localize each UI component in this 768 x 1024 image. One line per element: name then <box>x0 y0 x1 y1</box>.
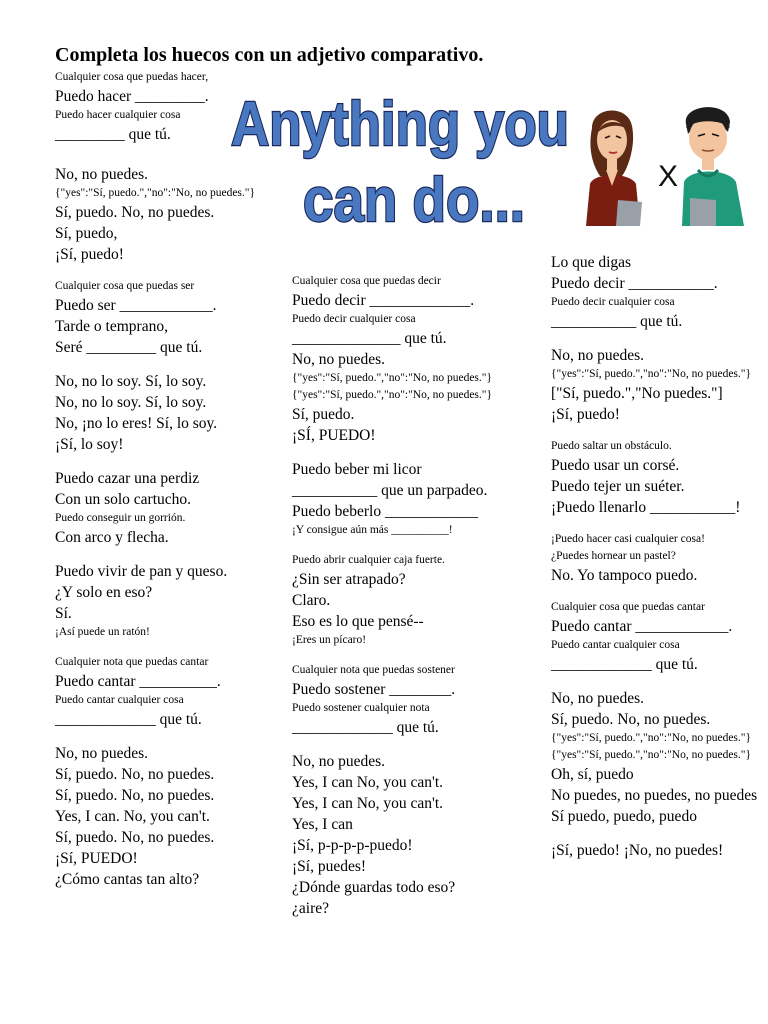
lyric-line: Puedo saltar un obstáculo. <box>551 440 672 452</box>
title-line-1: Anything you <box>231 90 569 159</box>
lyric-line: Cualquier cosa que puedas cantar <box>551 601 705 613</box>
lyric-line: No, no puedes. <box>55 745 148 762</box>
lyric-line: Puedo cantar __________. <box>55 673 221 690</box>
stanza-gap <box>551 586 766 599</box>
lyric-line: Puedo hacer cualquier cosa <box>55 109 181 121</box>
lyric-line: Claro. <box>292 592 331 609</box>
lyric-line: No, no puedes. <box>551 347 644 364</box>
lyric-line: {"yes":"Sí, puedo.","no":"No, no puedes."} <box>551 749 751 761</box>
lyric-line: Con arco y flecha. <box>55 529 169 546</box>
woman-figure-icon <box>586 110 642 226</box>
lyric-line: ¡Puedo hacer casi cualquier cosa! <box>551 533 705 545</box>
lyric-line: Cualquier cosa que puedas hacer, <box>55 71 209 83</box>
lyric-line: No. Yo tampoco puedo. <box>551 567 698 584</box>
lyric-line: ¡Sí, puedo! <box>551 406 620 423</box>
lyric-line: ¿Sin ser atrapado? <box>292 571 406 588</box>
lyric-line: No, no puedes. <box>55 166 148 183</box>
lyric-line: Yes, I can No, you can't. <box>292 774 444 791</box>
stanza-gap <box>292 649 537 662</box>
stanza-gap <box>55 145 280 164</box>
lyric-line: Sí puedo, puedo, puedo <box>551 808 697 825</box>
lyric-line: ¿Cómo cantas tan alto? <box>55 871 200 888</box>
lyric-line: Tarde o temprano, <box>55 318 168 335</box>
lyric-line: {"yes":"Sí, puedo.","no":"No, no puedes."} <box>551 368 751 380</box>
lyric-line: Puedo usar un corsé. <box>551 457 680 474</box>
lyric-line: Puedo tejer un suéter. <box>551 478 685 495</box>
lyric-line: No, no lo soy. Sí, lo soy. <box>55 373 207 390</box>
title-line-2: can do... <box>303 166 525 235</box>
lyric-line: ¡Sí, p-p-p-p-puedo! <box>292 837 413 854</box>
lyric-line: Puedo abrir cualquier caja fuerte. <box>292 554 445 566</box>
lyrics-column-1 <box>55 69 280 890</box>
lyric-line: _____________ que tú. <box>292 719 439 736</box>
lyric-line: Puedo conseguir un gorrión. <box>55 512 186 524</box>
stanza-gap <box>292 446 537 459</box>
lyric-line: ¡Así puede un ratón! <box>55 626 150 638</box>
lyric-line: _________ que tú. <box>55 126 171 143</box>
lyric-line: Sí. <box>55 605 72 622</box>
stanza-gap <box>551 675 766 688</box>
lyric-line: {"yes":"Sí, puedo.","no":"No, no puedes."} <box>551 732 751 744</box>
lyric-line: ¡Sí, puedo! ¡No, no puedes! <box>551 842 724 859</box>
lyric-line: _____________ que tú. <box>55 711 202 728</box>
lyric-line: Yes, I can No, you can't. <box>292 795 444 812</box>
lyric-line: Lo que digas <box>551 254 632 271</box>
lyric-line: Puedo beberlo ____________ <box>292 503 478 520</box>
lyric-line: Sí, puedo, <box>55 225 118 242</box>
lyrics-column-2 <box>292 273 537 919</box>
stanza-gap <box>292 539 537 552</box>
versus-illustration <box>578 98 756 226</box>
lyric-line: ¡SÍ, PUEDO! <box>292 427 376 444</box>
stanza-gap <box>55 730 280 743</box>
lyric-line: ___________ que un parpadeo. <box>292 482 488 499</box>
man-figure-icon <box>682 107 744 226</box>
lyric-line: Yes, I can. No, you can't. <box>55 808 210 825</box>
stanza-gap <box>551 425 766 438</box>
versus-mark: X <box>658 160 679 193</box>
lyric-line: Sí, puedo. No, no puedes. <box>55 204 215 221</box>
lyric-line: No, no puedes. <box>292 753 385 770</box>
lyric-line: ["Sí, puedo.","No puedes."] <box>551 385 723 402</box>
stanza-gap <box>292 738 537 751</box>
lyric-line: Cualquier nota que puedas cantar <box>55 656 209 668</box>
lyric-line: No, no puedes. <box>551 690 644 707</box>
lyric-line: _____________ que tú. <box>551 656 698 673</box>
lyric-line: ¡Eres un pícaro! <box>292 634 367 646</box>
stanza-gap <box>55 455 280 468</box>
lyric-line: ¡Puedo llenarlo ___________! <box>551 499 741 516</box>
lyric-line: Con un solo cartucho. <box>55 491 192 508</box>
lyric-line: Puedo vivir de pan y queso. <box>55 563 228 580</box>
lyric-line: ¿Y solo en eso? <box>55 584 153 601</box>
stanza-gap <box>55 358 280 371</box>
lyric-line: Seré _________ que tú. <box>55 339 203 356</box>
lyric-line: ¿Dónde guardas todo eso? <box>292 879 456 896</box>
lyric-line: Puedo ser ____________. <box>55 297 217 314</box>
lyric-line: Puedo cazar una perdiz <box>55 470 200 487</box>
lyric-line: Oh, sí, puedo <box>551 766 634 783</box>
lyric-line: ¿aire? <box>292 900 329 917</box>
lyrics-column-3 <box>551 252 766 861</box>
worksheet-heading: Completa los huecos con un adjetivo comparativo. <box>55 44 484 66</box>
lyric-line: Sí, puedo. No, no puedes. <box>551 711 711 728</box>
lyric-line: {"yes":"Sí, puedo.","no":"No, no puedes."} <box>292 372 492 384</box>
lyric-line: ¡Sí, PUEDO! <box>55 850 138 867</box>
lyric-line: Puedo cantar cualquier cosa <box>551 639 680 651</box>
lyric-line: Puedo sostener cualquier nota <box>292 702 430 714</box>
lyric-line: Sí, puedo. No, no puedes. <box>55 829 215 846</box>
lyric-line: Yes, I can <box>292 816 353 833</box>
stanza-gap <box>551 332 766 345</box>
lyric-line: Puedo cantar cualquier cosa <box>55 694 184 706</box>
lyric-line: ¿Puedes hornear un pastel? <box>551 550 676 562</box>
lyric-line: No puedes, no puedes, no puedes <box>551 787 758 804</box>
lyric-line: Sí, puedo. No, no puedes. <box>55 766 215 783</box>
lyric-line: Puedo decir cualquier cosa <box>551 296 675 308</box>
lyric-line: No, no puedes. <box>292 351 385 368</box>
lyric-line: ¡Sí, puedes! <box>292 858 367 875</box>
lyric-line: Puedo cantar ____________. <box>551 618 733 635</box>
stanza-gap <box>55 265 280 278</box>
lyric-line: Puedo decir cualquier cosa <box>292 313 416 325</box>
lyric-line: Eso es lo que pensé-- <box>292 613 424 630</box>
lyric-line: Puedo decir ___________. <box>551 275 718 292</box>
lyric-line: ¡Y consigue aún más __________! <box>292 524 453 536</box>
lyric-line: Cualquier nota que puedas sostener <box>292 664 455 676</box>
stanza-gap <box>551 518 766 531</box>
stanza-gap <box>55 641 280 654</box>
lyric-line: {"yes":"Sí, puedo.","no":"No, no puedes."} <box>55 187 255 199</box>
lyric-line: Sí, puedo. No, no puedes. <box>55 787 215 804</box>
stanza-gap <box>55 548 280 561</box>
lyric-line: Cualquier cosa que puedas decir <box>292 275 441 287</box>
lyric-line: Puedo hacer _________. <box>55 88 209 105</box>
lyric-line: ______________ que tú. <box>292 330 447 347</box>
lyric-line: No, no lo soy. Sí, lo soy. <box>55 394 207 411</box>
lyric-line: Puedo beber mi licor <box>292 461 422 478</box>
lyric-line: No, ¡no lo eres! Sí, lo soy. <box>55 415 218 432</box>
lyric-line: ¡Sí, lo soy! <box>55 436 124 453</box>
lyric-line: ¡Sí, puedo! <box>55 246 124 263</box>
stanza-gap <box>551 827 766 840</box>
lyric-line: Puedo sostener ________. <box>292 681 456 698</box>
lyric-line: ___________ que tú. <box>551 313 683 330</box>
lyric-line: Sí, puedo. <box>292 406 355 423</box>
lyric-line: Cualquier cosa que puedas ser <box>55 280 195 292</box>
lyric-line: {"yes":"Sí, puedo.","no":"No, no puedes."} <box>292 389 492 401</box>
lyric-line: Puedo decir _____________. <box>292 292 475 309</box>
